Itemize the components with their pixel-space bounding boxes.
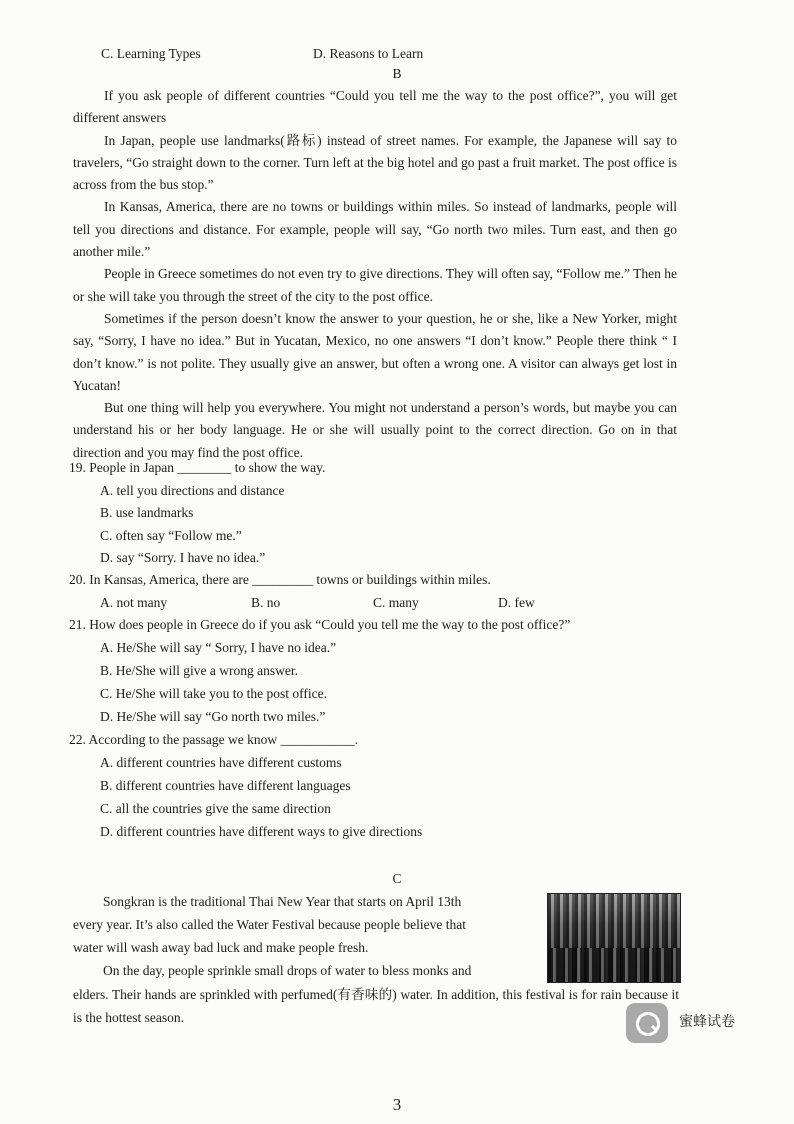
- question-22-stem: 22. According to the passage we know ___________.: [69, 732, 359, 747]
- question-20-option-d[interactable]: D. few: [498, 595, 535, 610]
- passage-b-paragraph-1: If you ask people of different countries “Could you tell me the way to the post office?”, you will get different answers: [73, 88, 677, 126]
- prev-question-option-d: D. Reasons to Learn: [313, 46, 424, 61]
- question-22-option-a[interactable]: A. different countries have different customs: [100, 755, 342, 770]
- passage-c-paragraph-2-rest: [73, 983, 679, 1029]
- passage-b-paragraph-3: In Kansas, America, there are no towns or buildings within miles. So instead of landmarks, people will tell you directions and distance. For example, people will say, “Go north two miles. Turn east, and then go another mile.”: [73, 199, 677, 260]
- passage-b-paragraph-6: But one thing will help you everywhere. You might not understand a person’s words, but maybe you can understand his or her body language. He or she will usually point to the correct direction. Go on in that direction and you may find the post office.: [73, 400, 677, 460]
- question-19-option-c[interactable]: C. often say “Follow me.”: [100, 528, 242, 543]
- page-number: 3: [392, 1095, 402, 1114]
- question-19-option-a[interactable]: A. tell you directions and distance: [100, 483, 285, 498]
- question-21-option-d[interactable]: D. He/She will say “Go north two miles.”: [100, 709, 326, 724]
- question-21-stem: 21. How does people in Greece do if you ask “Could you tell me the way to the post office?”: [69, 617, 571, 632]
- question-19-option-b[interactable]: B. use landmarks: [100, 505, 194, 520]
- photo-crowd: [548, 948, 680, 982]
- question-20-option-a[interactable]: A. not many: [100, 595, 168, 610]
- question-19-stem: 19. People in Japan ________ to show the way.: [69, 460, 326, 475]
- passage-b-paragraph-2: In Japan, people use landmarks(路标) instead of street names. For example, the Japanese will say to travelers, “Go straight down to the corner. Turn left at the big hotel and go past a fruit market. The post office is across from the bus stop.”: [73, 132, 677, 193]
- passage-c-line-3: water will wash away bad luck and make people fresh.: [73, 940, 369, 955]
- passage-c-line-4: On the day, people sprinkle small drops of water to bless monks and: [103, 963, 472, 978]
- section-b-heading: B: [392, 66, 402, 81]
- question-19-option-d[interactable]: D. say “Sorry. I have no idea.”: [100, 550, 266, 565]
- question-22-option-b[interactable]: B. different countries have different languages: [100, 778, 351, 793]
- passage-c-line-1: Songkran is the traditional Thai New Year that starts on April 13th: [103, 894, 462, 909]
- section-b-passage: [73, 85, 677, 464]
- question-20-option-c[interactable]: C. many: [373, 595, 419, 610]
- question-21-option-b[interactable]: B. He/She will give a wrong answer.: [100, 663, 298, 678]
- section-c-heading: C: [392, 871, 402, 886]
- logo-ring: [636, 1012, 660, 1036]
- question-20-option-b[interactable]: B. no: [251, 595, 281, 610]
- magnifier-logo-icon: [626, 1003, 668, 1043]
- question-22-option-d[interactable]: D. different countries have different ways to give directions: [100, 824, 423, 839]
- passage-c-paragraph-2-text: elders. Their hands are sprinkled with perfumed(有香味的) water. In addition, this festival is for rain because it is the hottest season.: [73, 987, 679, 1025]
- watermark-brand: 蜜蜂试卷: [679, 1014, 735, 1030]
- passage-c-line-2: every year. It’s also called the Water Festival because people believe that: [73, 917, 467, 932]
- passage-b-paragraph-4: People in Greece sometimes do not even try to give directions. They will often say, “Follow me.” Then he or she will take you through the street of the city to the post office.: [73, 266, 677, 304]
- question-21-option-a[interactable]: A. He/She will say “ Sorry, I have no idea.”: [100, 640, 337, 655]
- passage-b-paragraph-5: Sometimes if the person doesn’t know the answer to your question, he or she, like a New Yorker, might say, “Sorry, I have no idea.” But in Yucatan, Mexico, no one answers “I don’t know.” People there think “ I don’t know.” is not polite. They usually give an answer, but often a wrong one. A visitor can always get lost in Yucatan!: [73, 310, 677, 393]
- question-21-option-c[interactable]: C. He/She will take you to the post office.: [100, 686, 327, 701]
- songkran-festival-photo: [547, 893, 681, 983]
- prev-question-option-c: C. Learning Types: [101, 46, 201, 61]
- question-20-stem: 20. In Kansas, America, there are _________ towns or buildings within miles.: [69, 572, 491, 587]
- question-22-option-c[interactable]: C. all the countries give the same direction: [100, 801, 331, 816]
